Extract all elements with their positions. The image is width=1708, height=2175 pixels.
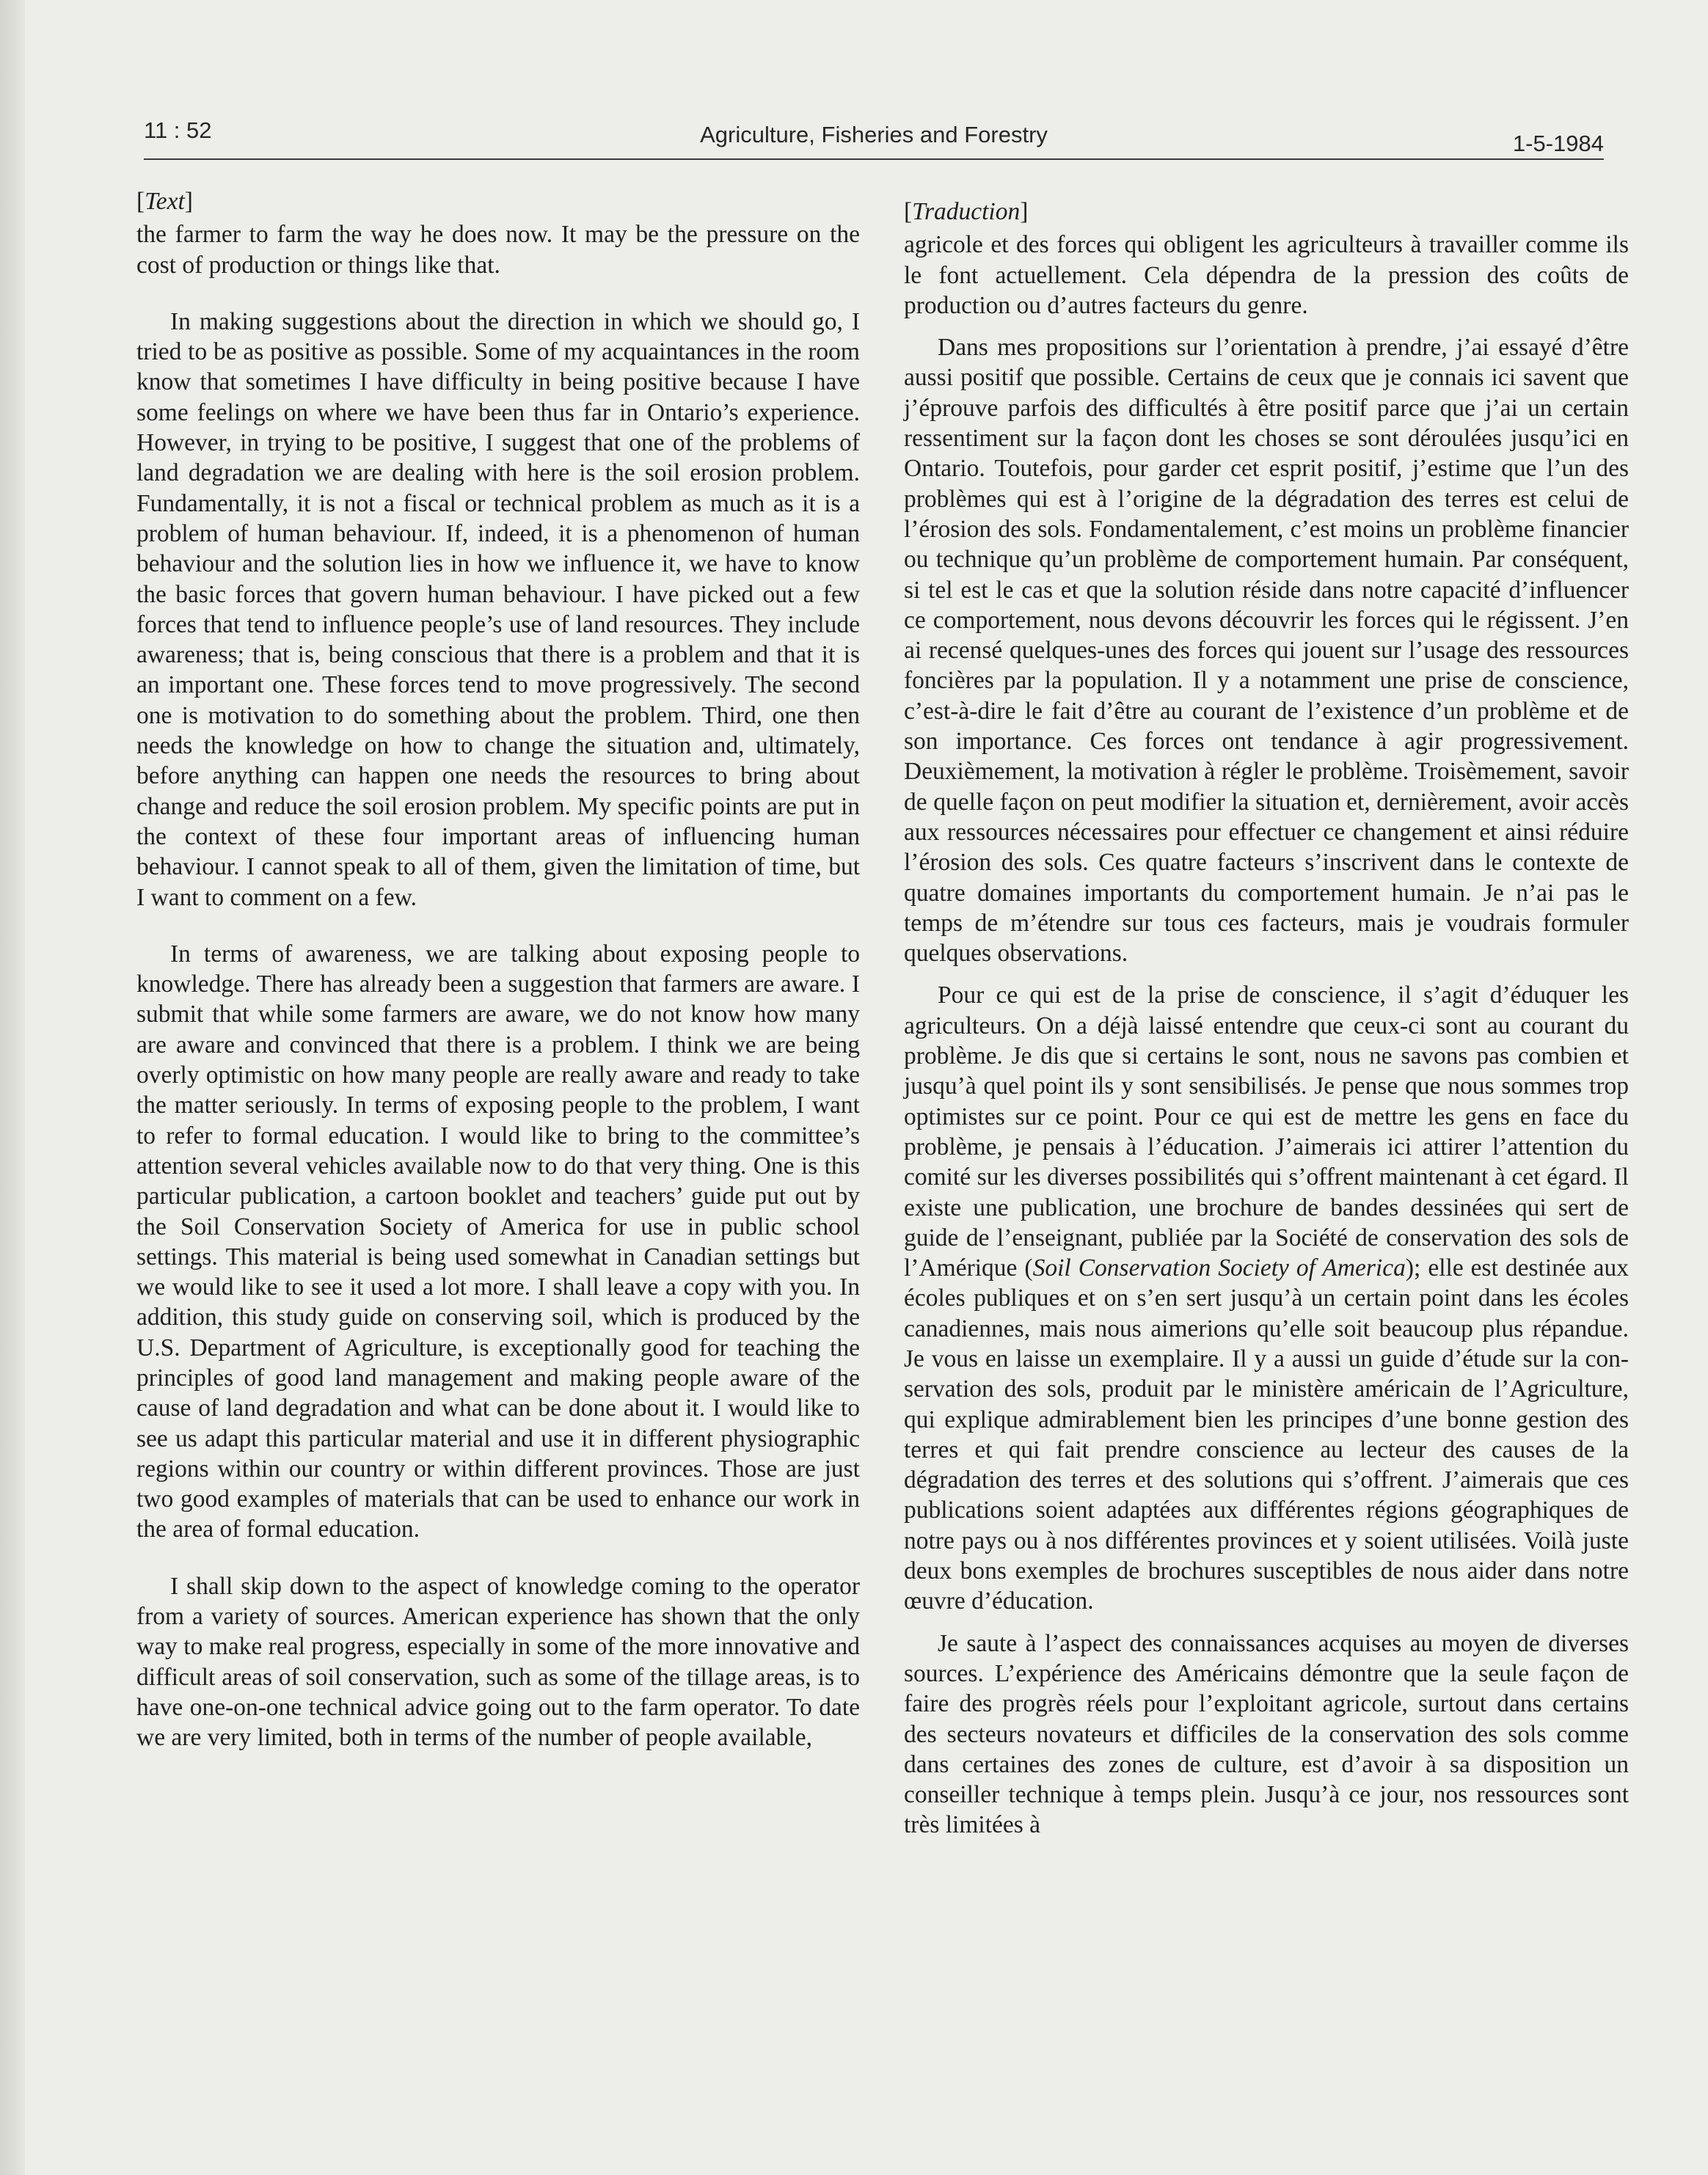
header-rule <box>144 158 1604 160</box>
paragraph: In making suggestions about the direction in which we should go, I tried to be as positive as possible. Some of my acquaintances in the room know that sometimes I have difficulty in being positive because I have some feelings on where we have been thus far in Ontario’s experience. However, in trying to be positive, I suggest that one of the problems of land degradation we are dealing with here is the soil erosion problem. Fundamentally, it is not a fiscal or technical problem as much as it is a problem of human behaviour. If, indeed, it is a phenomenon of human behaviour and the solution lies in how we influence it, we have to know the basic forces that govern human behaviour. I have picked out a few forces that tend to influence people’s use of land resources. They include awareness; that is, being conscious that there is a problem and that it is an important one. These forces tend to move progressively. The second one is motivation to do something about the problem. Third, one then needs the knowledge on how to change the situation and, ultimately, before anything can happen one needs the resources to bring about change and reduce the soil erosion problem. My specific points are put in the context of these four important areas of influencing human behaviour. I cannot speak to all of them, given the limitation of time, but I want to comment on a few. <box>136 307 860 911</box>
publication-title: Agriculture, Fisheries and Forestry <box>700 122 1048 147</box>
paragraph: Dans mes propositions sur l’orientation à prendre, j’ai essayé d’être aussi positif que possible. Certains de ceux que je connais ici savent que j’éprouve parfois des difficultés à être positif parce que j’ai un certain ressentiment sur la façon dont les choses se sont déroulées jusqu’ici en Ontario. Toutefois, pour garder cet esprit positif, j’estime que l’un des problèmes qui est à l’origine de la dégradation des terres est celui de l’érosion des sols. Fondamentalement, c’est moins un problème financier ou technique qu’un problème de comportement humain. Par conséquent, si tel est le cas et que la solution réside dans notre capacité d’influencer ce comportement, nous devons découvrir les forces qui le régissent. J’en ai recensé quelques-unes des forces qui jouent sur l’usage des ressources foncières par la population. Il y a notamment une prise de conscience, c’est-à-dire le fait d’être au courant de l’existence d’un problème et de son importance. Ces forces ont tendance à agir progressivement. Deuxièmement, la motivation à régler le problème. Troisèmement, savoir de quelle façon on peut modifier la situation et, dernièrement, avoir accès aux ressources nécessaires pour effectuer ce changement et ainsi réduire l’érosion des sols. Ces quatre facteurs s’inscrivent dans le contexte de quatre domaines importants du comportement humain. Je n’ai pas le temps de m’étendre sur tous ces facteurs, mais je voudrais formuler quelques observations. <box>904 334 1629 968</box>
italic-society-name: Soil Conservation Society of America <box>1032 1254 1406 1282</box>
running-header <box>144 117 1604 163</box>
paragraph: agricole et des forces qui obligent les agriculteurs à travailler comme ils le font actuellement. Cela dépendra de la pression des coûts de production ou d’autres facteurs du genre. <box>904 231 1629 319</box>
page-number: 11 : 52 <box>144 117 212 143</box>
french-column <box>904 197 1629 1840</box>
paragraph: the farmer to farm the way he does now. It may be the pressure on the cost of production or things like that. <box>136 221 860 279</box>
paragraph: Pour ce qui est de la prise de conscience, il s’agit d’éduquer les agriculteurs. On a déjà laissé entendre que ceux-ci sont au courant du problème. Je dis que si certains le sont, nous ne savons pas combien et jusqu’à quel point ils y sont sensibilisés. Je pense que nous sommes trop optimistes sur ce point. Pour ce qui est de mettre les gens en face du problème, je pensais à l’éducation. J’aimerais ici attirer l’attention du comité sur les diverses possibilités qui s’offrent maintenant à cet égard. Il existe une publication, une brochure de bandes dessinées qui sert de guide de l’enseignant, publiée par la Société de conservation des sols de l’Amérique (Soil Conservation Society of America); elle est destinée aux écoles publiques et on s’en sert jusqu’à un certain point dans les écoles canadiennes, mais nous aimerions qu’elle soit beaucoup plus répandue. Je vous en laisse un exemplaire. Il y a aussi un guide d’étude sur la conservation des sols, produit par le ministère américain de l’Agriculture, qui explique admirablement bien les principes d’une bonne gestion des terres et qui fait prendre conscience au lecteur des causes de la dégradation des terres et des solutions qui s’offrent. J’aimerais que ces publications soient adaptées aux différentes régions géographiques de notre pays ou à nos différentes provinces et y soient utilisées. Voilà juste deux bons exemples de brochures susceptibles de nous aider dans notre œuvre d’éducation. <box>904 982 1629 1615</box>
page-binding-edge <box>0 0 25 2175</box>
section-tag-traduction: [Traduction] <box>904 198 1029 225</box>
paragraph: I shall skip down to the aspect of knowledge coming to the operator from a variety of sources. American experience has shown that the only way to make real progress, especially in some of the more innovative and difficult areas of soil conservation, such as some of the tillage areas, is to have one-on-one technical advice going out to the farm operator. To date we are very limited, both in terms of the number of people available, <box>136 1572 860 1752</box>
header-date: 1-5-1984 <box>1512 131 1604 156</box>
paragraph: Je saute à l’aspect des connaissances acquises au moyen de diverses sources. L’expérience des Américains démontre que la seule façon de faire des progrès réels pour l’exploitant agricole, surtout dans certains des secteurs novateurs et difficiles de la conservation des sols comme dans certaines des zones de culture, est d’avoir à sa disposition un conseiller technique à temps plein. Jusqu’à ce jour, nos ressources sont très limitées à <box>904 1629 1629 1839</box>
paragraph: In terms of awareness, we are talking about exposing people to knowledge. There has already been a suggestion that farmers are aware. I submit that while some farmers are aware, we do not know how many are aware and convinced that there is a problem. I think we are being overly optimistic on how many people are really aware and ready to take the matter seriously. In terms of exposing people to the problem, I want to refer to formal education. I would like to bring to the committee’s attention several vehicles available now to do that very thing. One is this particular publication, a cartoon booklet and teachers’ guide put out by the Soil Conservation Society of America for use in public school settings. This material is being used somewhat in Canadian settings but we would like to see it used a lot more. I shall leave a copy with you. In addition, this study guide on conserving soil, which is produced by the U.S. Department of Agriculture, is exceptionally good for teaching the principles of good land management and making people aware of the cause of land degradation and what can be done about it. I would like to see us adapt this particular material and use it in different physiographic regions within our country or within different provinces. Those are just two good examples of materials that can be used to enhance our work in the area of formal education. <box>136 940 860 1543</box>
english-column <box>136 186 860 1753</box>
section-tag-text: [Text] <box>136 188 193 215</box>
